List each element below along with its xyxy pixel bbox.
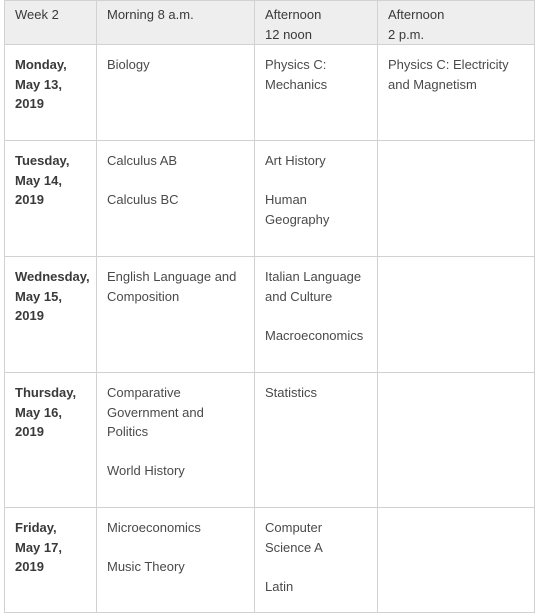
table-header	[5, 1, 535, 45]
afternoon-noon-cell	[255, 257, 378, 373]
exam-name: Computer Science A	[265, 520, 323, 555]
exam-name: Comparative Government and Politics	[107, 385, 204, 439]
day-cell: Thursday, May 16, 2019	[5, 373, 97, 508]
afternoon-noon-cell	[255, 141, 378, 257]
day-cell: Monday, May 13, 2019	[5, 45, 97, 141]
afternoon-noon-cell	[255, 508, 378, 613]
table-row	[5, 45, 535, 141]
morning-cell	[97, 257, 255, 373]
exam-name: Art History	[265, 153, 326, 168]
exam-name: Music Theory	[107, 559, 185, 574]
exam-name: Latin	[265, 578, 294, 594]
afternoon-noon-cell	[255, 45, 378, 141]
exam-name: Statistics	[265, 385, 318, 400]
exam-name: Calculus BC	[107, 192, 179, 207]
header-row	[5, 1, 535, 45]
exam-name: Microeconomics	[107, 520, 201, 535]
exam-name: Physics C: Mechanics	[265, 57, 328, 92]
header-afternoon-noon: Afternoon 12 noon	[255, 1, 378, 45]
table-body	[5, 45, 535, 613]
day-cell: Friday, May 17, 2019	[5, 508, 97, 613]
exam-name: Physics C: Electricity and Magnetism	[388, 57, 509, 92]
afternoon-2pm-cell	[378, 257, 535, 373]
table-row	[5, 373, 535, 508]
exam-name: Biology	[107, 57, 150, 72]
header-afternoon-2pm: Afternoon 2 p.m.	[378, 1, 535, 45]
afternoon-2pm-cell	[378, 45, 535, 141]
exam-name: Macroeconomics	[265, 327, 364, 343]
afternoon-noon-cell	[255, 373, 378, 508]
header-week: Week 2	[5, 1, 97, 45]
exam-name: Calculus AB	[107, 153, 178, 168]
day-cell: Tuesday, May 14, 2019	[5, 141, 97, 257]
exam-name: Italian Language and Culture	[265, 269, 362, 304]
header-morning: Morning 8 a.m.	[97, 1, 255, 45]
day-cell: Wednesday, May 15, 2019	[5, 257, 97, 373]
morning-cell	[97, 141, 255, 257]
afternoon-2pm-cell	[378, 508, 535, 613]
afternoon-2pm-cell	[378, 373, 535, 508]
exam-name: Human Geography	[265, 192, 330, 227]
afternoon-2pm-cell	[378, 141, 535, 257]
morning-cell	[97, 373, 255, 508]
morning-cell	[97, 508, 255, 613]
exam-name: World History	[107, 463, 185, 478]
exam-name: English Language and Composition	[107, 269, 237, 304]
table-row	[5, 508, 535, 613]
exam-schedule-table	[4, 0, 535, 613]
morning-cell	[97, 45, 255, 141]
table-row	[5, 257, 535, 373]
table-row	[5, 141, 535, 257]
